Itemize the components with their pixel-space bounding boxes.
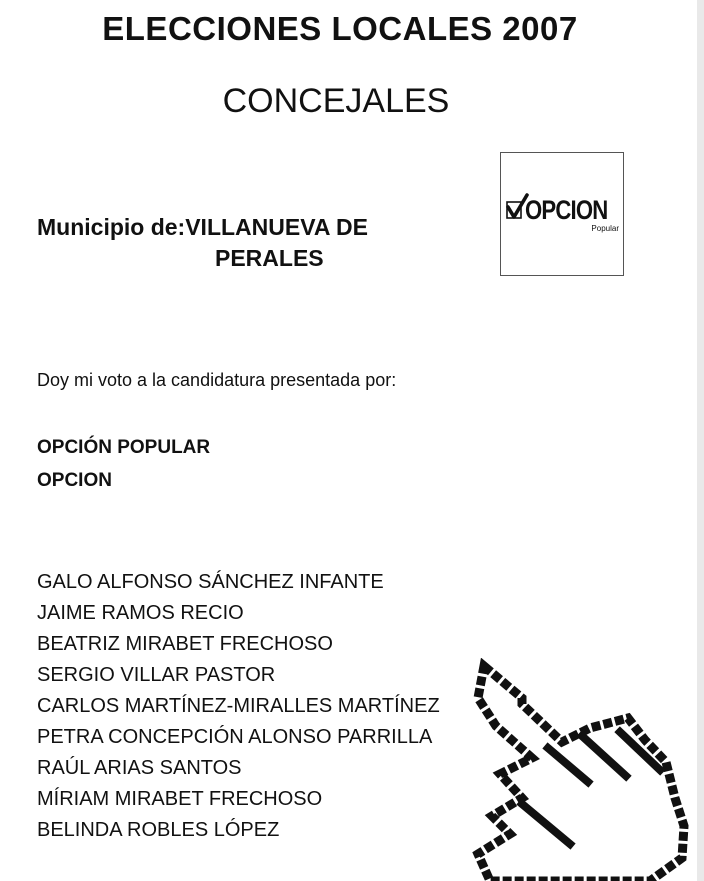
municipality-block	[37, 212, 368, 274]
candidate-item: MÍRIAM MIRABET FRECHOSO	[37, 788, 323, 810]
candidate-item: PETRA CONCEPCIÓN ALONSO PARRILLA	[37, 726, 433, 748]
page-title: ELECCIONES LOCALES 2007	[102, 10, 578, 47]
municipality-name-line2: PERALES	[215, 245, 324, 271]
logo-word: OPCION	[525, 195, 608, 225]
party-logo	[500, 152, 624, 276]
municipality-label: Municipio de:	[37, 214, 186, 240]
candidate-item: JAIME RAMOS RECIO	[37, 602, 244, 624]
logo-subword: Popular	[591, 224, 619, 233]
candidate-item: GALO ALFONSO SÁNCHEZ INFANTE	[37, 571, 384, 593]
party-logo-mark	[505, 193, 623, 241]
candidate-item: RAÚL ARIAS SANTOS	[37, 757, 242, 779]
candidate-item: SERGIO VILLAR PASTOR	[37, 664, 276, 686]
candidate-list	[37, 567, 440, 846]
page-subtitle: CONCEJALES	[222, 82, 450, 120]
candidate-item: BEATRIZ MIRABET FRECHOSO	[37, 633, 333, 655]
vote-statement: Doy mi voto a la candidatura presentada por:	[37, 370, 397, 390]
party-short-name: OPCION	[37, 470, 112, 491]
candidate-item: CARLOS MARTÍNEZ-MIRALLES MARTÍNEZ	[37, 695, 440, 717]
hand-pointer-icon	[470, 658, 704, 881]
municipality-name-line1: VILLANUEVA DE	[185, 214, 368, 240]
candidate-item: BELINDA ROBLES LÓPEZ	[37, 819, 280, 841]
party-block	[37, 431, 210, 497]
party-name: OPCIÓN POPULAR	[37, 437, 211, 458]
